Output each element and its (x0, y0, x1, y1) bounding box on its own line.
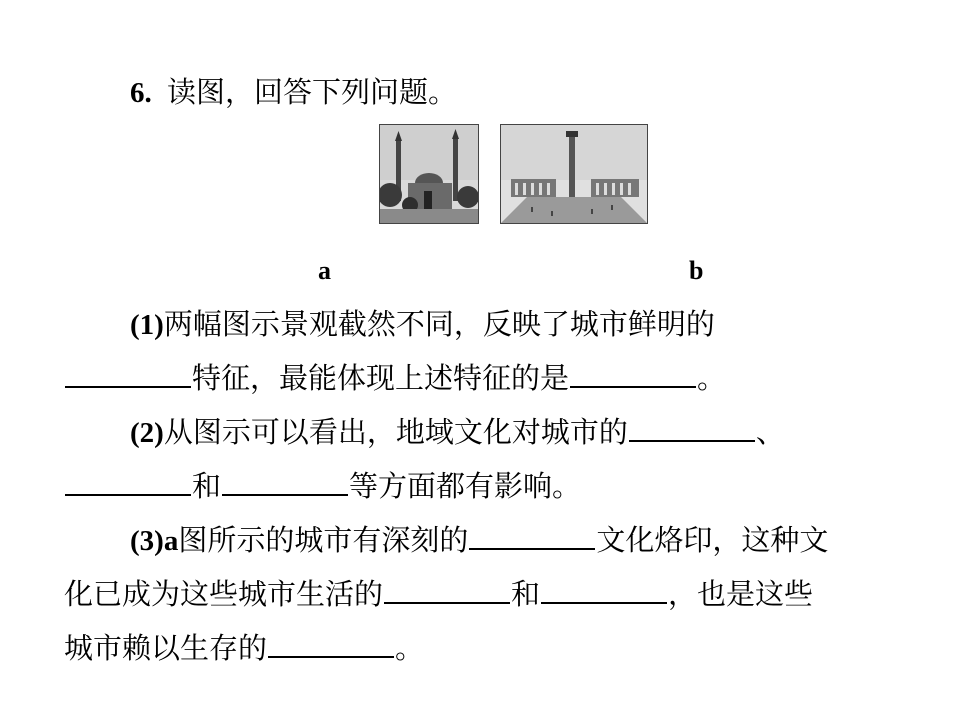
part-1-line-2 (64, 358, 726, 398)
answer-blank[interactable] (65, 360, 191, 388)
part-2-text-4: 等方面都有影响。 (349, 469, 582, 503)
photo-b-square-image (501, 125, 647, 223)
part-3-number: (3)a (130, 525, 179, 557)
answer-blank[interactable] (65, 468, 191, 496)
part-1-text-2: 特征，最能体现上述特征的是 (192, 361, 570, 395)
part-1-text-1: 两幅图示景观截然不同，反映了城市鲜明的 (163, 307, 715, 341)
answer-blank[interactable] (629, 414, 755, 442)
part-2-text-1: 从图示可以看出，地域文化对城市的 (163, 415, 628, 449)
part-1-number: (1) (130, 309, 164, 341)
answer-blank[interactable] (570, 360, 696, 388)
question-header (130, 72, 457, 113)
part-3-text-5: ，也是这些 (668, 577, 814, 611)
photo-a-caption: a (318, 256, 331, 285)
part-3-line-2 (64, 574, 813, 614)
part-2-text-2: 、 (755, 415, 785, 449)
question-number: 6 (130, 77, 145, 109)
photo-a-mosque-image (380, 125, 478, 223)
answer-blank[interactable] (222, 468, 348, 496)
photo-a (379, 124, 479, 224)
part-1-text-3: 。 (697, 361, 727, 395)
answer-blank[interactable] (268, 630, 394, 658)
question-dot: . (144, 77, 152, 109)
part-3-text-3: 化已成为这些城市生活的 (64, 577, 384, 611)
part-2-line-2 (64, 466, 581, 506)
part-3-text-2: 文化烙印，这种文 (596, 523, 829, 557)
part-2-line-1 (130, 412, 785, 453)
part-2-text-3: 和 (192, 469, 222, 503)
answer-blank[interactable] (541, 576, 667, 604)
photo-b-caption: b (689, 256, 704, 285)
photo-b (500, 124, 648, 224)
answer-blank[interactable] (384, 576, 510, 604)
part-3-text-4: 和 (511, 577, 541, 611)
part-2-number: (2) (130, 417, 164, 449)
question-prompt: 读图，回答下列问题。 (166, 75, 457, 109)
answer-blank[interactable] (469, 522, 595, 550)
part-3-text-1: 图所示的城市有深刻的 (178, 523, 469, 557)
part-3-line-3 (64, 628, 424, 668)
part-3-text-7: 。 (395, 631, 425, 665)
part-3-line-1 (130, 520, 828, 561)
part-1-line-1 (130, 304, 715, 345)
part-3-text-6: 城市赖以生存的 (64, 631, 268, 665)
